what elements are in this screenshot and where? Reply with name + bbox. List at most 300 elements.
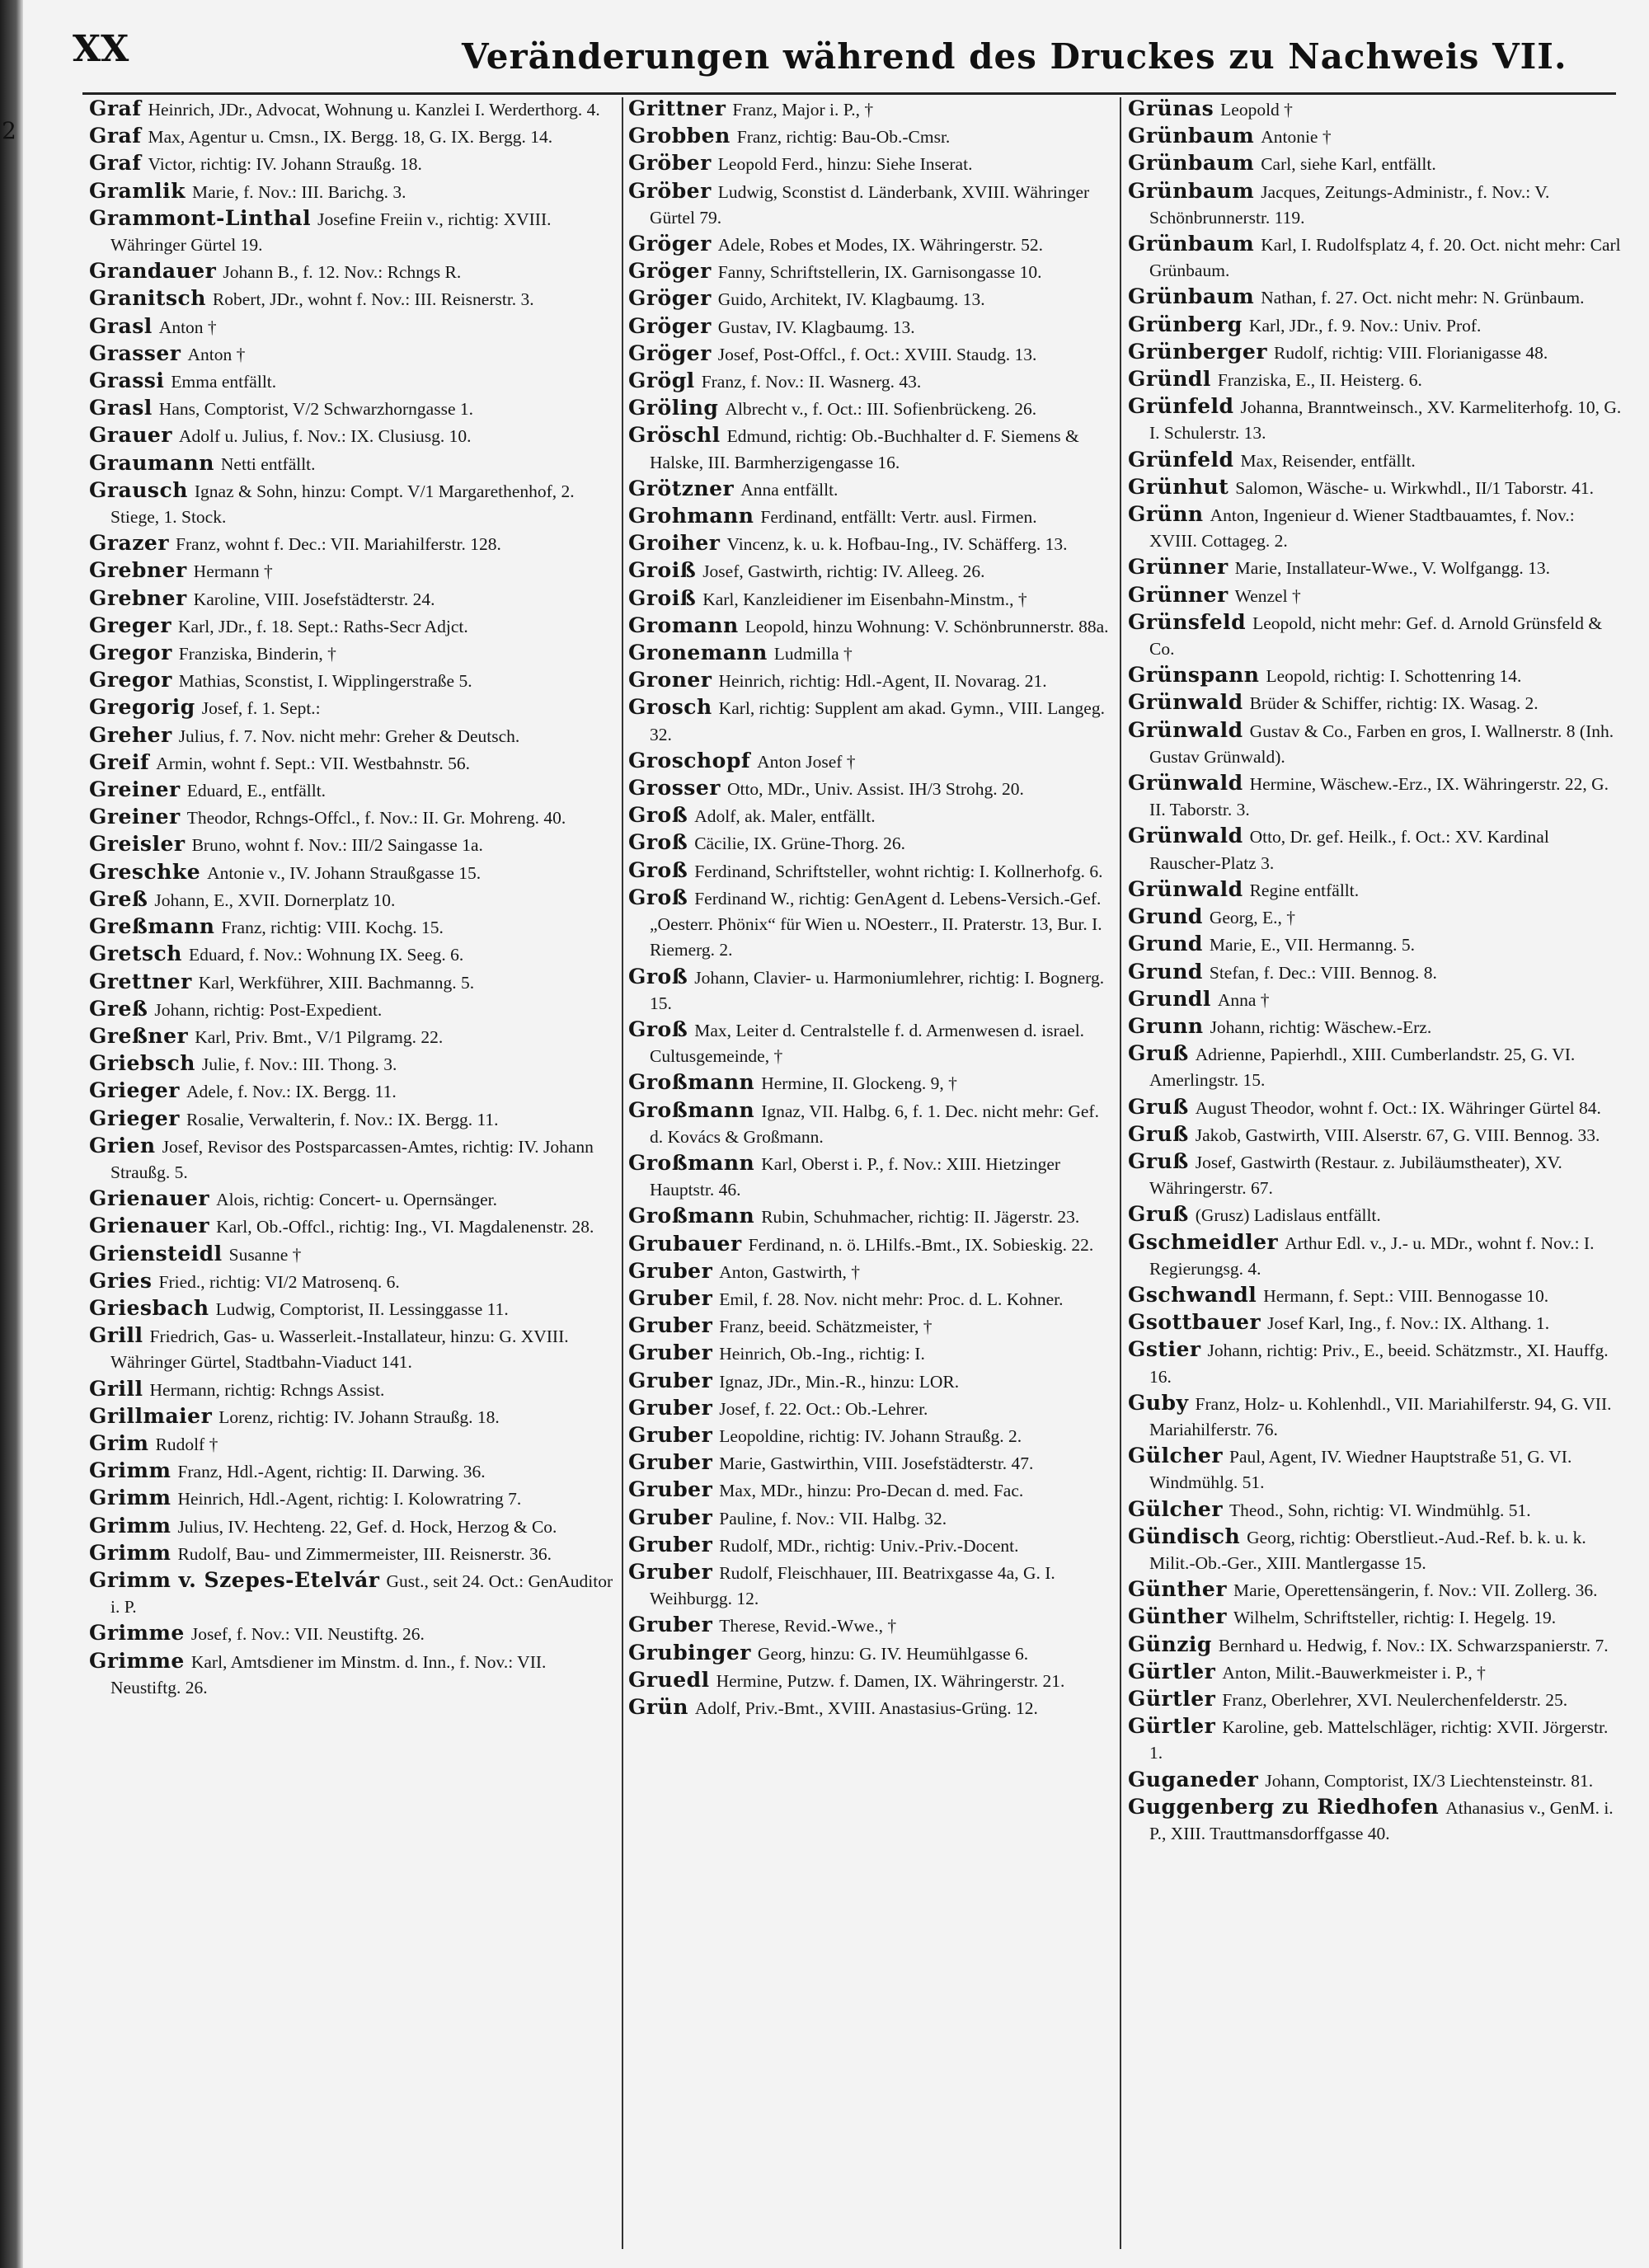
entry-details: Karl, Ob.-Offcl., richtig: Ing., VI. Magdalenenstr. 28. xyxy=(216,1217,594,1237)
entry-details: Victor, richtig: IV. Johann Straußg. 18. xyxy=(148,154,422,175)
directory-entry xyxy=(1128,1201,1623,1228)
entry-surname: Gröschl xyxy=(628,423,721,448)
directory-entry xyxy=(89,205,617,258)
entry-surname: Gregor xyxy=(89,641,172,665)
entry-details: Ferdinand, n. ö. LHilfs.-Bmt., IX. Sobieskig. 22. xyxy=(748,1234,1094,1255)
entry-surname: Gschwandl xyxy=(1128,1282,1257,1307)
directory-entry xyxy=(628,1285,1115,1312)
directory-entry xyxy=(628,1069,1115,1096)
entry-details: Wenzel † xyxy=(1234,585,1301,606)
entry-details: Rosalie, Verwalterin, f. Nov.: IX. Bergg. 11. xyxy=(186,1109,499,1129)
entry-details: Leopoldine, richtig: IV. Johann Straußg. 2. xyxy=(719,1425,1022,1446)
entry-surname: Gruß xyxy=(1128,1094,1189,1119)
entry-details: Rudolf, richtig: VIII. Florianigasse 48. xyxy=(1274,342,1548,363)
directory-entry xyxy=(89,941,617,968)
entry-surname: Greif xyxy=(89,749,150,774)
entry-details: Alois, richtig: Concert- u. Opernsänger. xyxy=(216,1190,497,1210)
entry-details: Robert, JDr., wohnt f. Nov.: III. Reisnerstr. 3. xyxy=(212,289,534,310)
entry-surname: Gregor xyxy=(89,668,172,693)
entry-details: Otto, Dr. gef. Heilk., f. Oct.: XV. Kardinal Rauscher-Platz 3. xyxy=(1149,827,1549,873)
entry-details: Johann, E., XVII. Dornerplatz 10. xyxy=(154,890,396,910)
entry-surname: Gröger xyxy=(628,286,712,311)
directory-entry xyxy=(1128,150,1623,177)
entry-surname: Grimm xyxy=(89,1513,171,1538)
directory-entry xyxy=(628,1368,1115,1395)
entry-surname: Grünwald xyxy=(1128,771,1243,796)
directory-entry xyxy=(1128,1121,1623,1148)
entry-surname: Grauer xyxy=(89,423,172,448)
entry-surname: Gruber xyxy=(628,1258,713,1283)
entry-surname: Grobben xyxy=(628,124,731,148)
entry-surname: Greßmann xyxy=(89,914,215,939)
directory-entry xyxy=(628,885,1115,964)
entry-details: Johanna, Branntweinsch., XV. Karmeliterhofg. 10, G. I. Schulerstr. 13. xyxy=(1149,397,1622,444)
entry-surname: Günther xyxy=(1128,1604,1228,1629)
entry-surname: Gruber xyxy=(628,1477,713,1502)
directory-entry xyxy=(1128,1336,1623,1389)
entry-details: Mathias, Sconstist, I. Wipplingerstraße 5. xyxy=(178,671,472,692)
entry-details: Adolf, ak. Maler, entfällt. xyxy=(694,806,876,827)
directory-entry xyxy=(628,613,1115,640)
entry-surname: Guganeder xyxy=(1128,1767,1259,1791)
directory-entry xyxy=(89,749,617,777)
entry-surname: Grund xyxy=(1128,904,1203,929)
entry-details: Anton Josef † xyxy=(757,751,856,772)
entry-details: Athanasius v., GenM. i. P., XIII. Trauttmansdorffgasse 40. xyxy=(1149,1797,1614,1843)
directory-entry xyxy=(1128,1632,1623,1659)
entry-surname: Grünner xyxy=(1128,582,1229,607)
entry-details: Ludwig, Comptorist, II. Lessinggasse 11. xyxy=(215,1298,509,1319)
directory-entry xyxy=(1128,1013,1623,1040)
entry-details: Pauline, f. Nov.: VII. Halbg. 32. xyxy=(719,1508,947,1528)
entry-surname: Grebner xyxy=(89,585,187,610)
entry-surname: Gröger xyxy=(628,232,712,256)
directory-entry xyxy=(89,1540,617,1567)
directory-entry xyxy=(1128,1229,1623,1282)
entry-surname: Gröger xyxy=(628,340,712,365)
directory-entry xyxy=(628,1258,1115,1285)
entry-surname: Groschopf xyxy=(628,748,751,772)
entry-details: Max, Agentur u. Cmsn., IX. Bergg. 18, G. IX. Bergg. 14. xyxy=(148,127,553,148)
entry-details: Max, Reisender, entfällt. xyxy=(1240,450,1416,471)
directory-entry xyxy=(628,1532,1115,1559)
entry-details: Josef, Gastwirth (Restaur. z. Jubiläumstheater), XV. Währingerstr. 67. xyxy=(1149,1152,1562,1199)
entry-surname: Grittner xyxy=(628,96,726,120)
entry-surname: Griensteidl xyxy=(89,1241,223,1265)
directory-entry xyxy=(628,1477,1115,1504)
entry-surname: Grosser xyxy=(628,776,721,801)
entry-details: Otto, MDr., Univ. Assist. IH/3 Strohg. 20. xyxy=(726,779,1024,800)
directory-entry xyxy=(89,969,617,996)
entry-surname: Grunn xyxy=(1128,1013,1204,1038)
entry-surname: Groß xyxy=(628,857,688,882)
directory-entry xyxy=(1128,876,1623,904)
entry-details: Johann, richtig: Wäschew.-Erz. xyxy=(1210,1017,1432,1037)
entry-surname: Günther xyxy=(1128,1577,1228,1602)
entry-surname: Gruber xyxy=(628,1368,713,1392)
entry-surname: Grünwald xyxy=(1128,876,1243,901)
entry-surname: Gruß xyxy=(1128,1202,1189,1227)
entry-surname: Grimm xyxy=(89,1486,171,1510)
directory-entry xyxy=(628,422,1115,475)
entry-surname: Gruß xyxy=(1128,1121,1189,1146)
entry-details: Heinrich, JDr., Advocat, Wohnung u. Kanzlei I. Werderthorg. 4. xyxy=(148,100,600,120)
entry-surname: Groß xyxy=(628,803,688,828)
entry-details: Ferdinand W., richtig: GenAgent d. Lebens-Versich.-Gef. „Oesterr. Phönix“ für Wien u. NOesterr., II. Praterstr. 13, Bur. I. Riemerg. 2. xyxy=(650,888,1102,960)
directory-entry xyxy=(1128,554,1623,581)
directory-entry xyxy=(89,913,617,941)
entry-surname: Günzig xyxy=(1128,1632,1212,1656)
entry-surname: Grettner xyxy=(89,969,192,993)
entry-details: Franz, Oberlehrer, XVI. Neulerchenfelderstr. 25. xyxy=(1222,1689,1568,1710)
entry-surname: Grünhut xyxy=(1128,474,1229,499)
entry-details: (Grusz) Ladislaus entfällt. xyxy=(1195,1205,1381,1226)
entry-details: Heinrich, richtig: Hdl.-Agent, II. Novarag. 21. xyxy=(718,671,1047,692)
directory-entry xyxy=(89,1376,617,1403)
entry-details: Leopold † xyxy=(1220,100,1293,120)
entry-surname: Gregorig xyxy=(89,695,195,720)
entry-details: Georg, E., † xyxy=(1209,908,1295,928)
directory-entry xyxy=(89,1458,617,1485)
entry-details: Ignaz & Sohn, hinzu: Compt. V/1 Margarethenhof, 2. Stiege, 1. Stock. xyxy=(110,481,575,528)
entry-surname: Großmann xyxy=(628,1070,755,1095)
directory-entry xyxy=(89,1648,617,1701)
entry-surname: Guggenberg zu Riedhofen xyxy=(1128,1794,1440,1819)
entry-details: Leopold, hinzu Wohnung: V. Schönbrunnerstr. 88a. xyxy=(745,616,1109,636)
entry-surname: Greschke xyxy=(89,859,201,884)
directory-entry xyxy=(628,1612,1115,1639)
entry-surname: Greßner xyxy=(89,1023,189,1048)
entry-details: Josef, f. 22. Oct.: Ob.-Lehrer. xyxy=(719,1398,928,1419)
directory-entry xyxy=(628,313,1115,340)
directory-entry xyxy=(89,422,617,449)
directory-entry xyxy=(628,1395,1115,1422)
directory-entry xyxy=(1128,717,1623,770)
entry-details: Marie, Installateur-Wwe., V. Wolfgangg. 13. xyxy=(1234,558,1551,579)
entry-surname: Grimm xyxy=(89,1458,171,1483)
directory-entry xyxy=(89,1078,617,1105)
entry-details: Josef, f. 1. Sept.: xyxy=(201,698,321,719)
entry-details: Karl, Priv. Bmt., V/1 Pilgramg. 22. xyxy=(195,1026,444,1047)
entry-surname: Grund xyxy=(1128,959,1203,984)
directory-entry xyxy=(89,1322,617,1375)
directory-entry xyxy=(628,1694,1115,1721)
directory-entry xyxy=(628,258,1115,285)
directory-entry xyxy=(628,1231,1115,1258)
directory-entry xyxy=(1128,1604,1623,1631)
entry-surname: Grien xyxy=(89,1133,156,1157)
entry-surname: Groiß xyxy=(628,585,697,610)
entry-surname: Großmann xyxy=(628,1204,755,1228)
margin-number: 2 xyxy=(2,117,16,144)
directory-entry xyxy=(628,802,1115,829)
entry-surname: Gürtler xyxy=(1128,1714,1216,1739)
entry-details: Karl, Kanzleidiener im Eisenbahn-Minstm., † xyxy=(702,589,1027,609)
entry-surname: Grögl xyxy=(628,369,695,393)
entry-surname: Grienauer xyxy=(89,1186,210,1211)
directory-entry xyxy=(1128,1659,1623,1686)
directory-entry xyxy=(628,231,1115,258)
entry-details: Franz, beeid. Schätzmeister, † xyxy=(719,1317,933,1337)
directory-entry xyxy=(1128,931,1623,958)
entry-details: Edmund, richtig: Ob.-Buchhalter d. F. Siemens & Halske, III. Barmherzigengasse 16. xyxy=(650,426,1079,472)
entry-details: Theod., Sohn, richtig: VI. Windmühlg. 51. xyxy=(1229,1500,1531,1520)
entry-surname: Grünner xyxy=(1128,555,1229,580)
entry-details: Franz, richtig: Bau-Ob.-Cmsr. xyxy=(736,127,951,148)
entry-details: Adele, Robes et Modes, IX. Währingerstr. 52. xyxy=(717,235,1044,256)
entry-details: Emil, f. 28. Nov. nicht mehr: Proc. d. L. Kohner. xyxy=(719,1289,1064,1309)
entry-surname: Grünberger xyxy=(1128,339,1267,364)
entry-details: Antonie v., IV. Johann Straußgasse 15. xyxy=(207,862,482,883)
entry-details: Marie, f. Nov.: III. Barichg. 3. xyxy=(192,181,406,202)
directory-entry xyxy=(89,1430,617,1458)
entry-details: Leopold Ferd., hinzu: Siehe Inserat. xyxy=(717,154,973,175)
directory-entry xyxy=(89,613,617,640)
entry-surname: Grillmaier xyxy=(89,1403,213,1428)
entry-surname: Gruber xyxy=(628,1450,713,1475)
entry-details: August Theodor, wohnt f. Oct.: IX. Währinger Gürtel 84. xyxy=(1195,1097,1601,1118)
directory-entry xyxy=(89,722,617,749)
directory-entry xyxy=(89,530,617,557)
entry-details: Johann B., f. 12. Nov.: Rchngs R. xyxy=(223,262,462,283)
entry-details: Arthur Edl. v., J.- u. MDr., wohnt f. Nov.: I. Regierungsg. 4. xyxy=(1149,1233,1595,1279)
directory-column-2 xyxy=(628,96,1115,2256)
entry-surname: Greisler xyxy=(89,832,186,857)
page-title: Veränderungen während des Druckes zu Nachweis VII. xyxy=(462,36,1567,77)
directory-entry xyxy=(89,1295,617,1322)
directory-entry xyxy=(89,1186,617,1213)
directory-entry xyxy=(89,395,617,422)
entry-surname: Greiner xyxy=(89,777,181,802)
entry-details: Bruno, wohnt f. Nov.: III/2 Saingasse 1a. xyxy=(191,835,483,856)
entry-details: Stefan, f. Dec.: VIII. Bennog. 8. xyxy=(1209,962,1437,983)
entry-surname: Gruber xyxy=(628,1613,713,1637)
directory-entry xyxy=(628,123,1115,150)
entry-details: Ludwig, Sconstist d. Länderbank, XVIII. Währinger Gürtel 79. xyxy=(650,181,1090,228)
directory-entry xyxy=(628,1559,1115,1612)
directory-entry xyxy=(628,964,1115,1017)
entry-details: Adrienne, Papierhdl., XIII. Cumberlandstr. 25, G. VI. Amerlingstr. 15. xyxy=(1149,1045,1576,1091)
directory-entry xyxy=(628,829,1115,857)
entry-surname: Groß xyxy=(628,964,688,988)
entry-surname: Gruber xyxy=(628,1505,713,1529)
entry-surname: Graf xyxy=(89,151,142,176)
entry-details: Heinrich, Ob.-Ing., richtig: I. xyxy=(719,1344,925,1364)
entry-surname: Grim xyxy=(89,1430,149,1455)
entry-details: Rudolf, Fleischhauer, III. Beatrixgasse 4a, G. I. Weihburgg. 12. xyxy=(650,1562,1055,1609)
entry-details: Heinrich, Hdl.-Agent, richtig: I. Kolowratring 7. xyxy=(177,1489,522,1510)
directory-entry xyxy=(628,694,1115,747)
directory-entry xyxy=(1128,339,1623,366)
directory-entry xyxy=(1128,501,1623,554)
directory-entry xyxy=(628,667,1115,694)
entry-surname: Groß xyxy=(628,830,688,855)
page-number: XX xyxy=(73,28,129,70)
directory-entry xyxy=(89,996,617,1023)
directory-entry xyxy=(628,1097,1115,1150)
entry-surname: Grebner xyxy=(89,558,187,583)
entry-details: Eduard, E., entfällt. xyxy=(186,781,327,801)
entry-details: Susanne † xyxy=(228,1244,302,1265)
directory-entry xyxy=(1128,474,1623,501)
entry-details: Hermann, f. Sept.: VIII. Bennogasse 10. xyxy=(1263,1285,1549,1306)
entry-surname: Grandauer xyxy=(89,259,217,284)
entry-details: Brüder & Schiffer, richtig: IX. Wasag. 2. xyxy=(1249,693,1539,714)
entry-details: Gustav, IV. Klagbaumg. 13. xyxy=(717,317,915,337)
entry-surname: Griesbach xyxy=(89,1295,209,1320)
directory-entry xyxy=(1128,178,1623,231)
entry-surname: Gruber xyxy=(628,1559,713,1584)
entry-details: Leopold, richtig: I. Schottenring 14. xyxy=(1266,666,1522,687)
directory-entry xyxy=(1128,1309,1623,1336)
entry-surname: Gürtler xyxy=(1128,1659,1216,1683)
directory-entry xyxy=(1128,284,1623,311)
directory-entry xyxy=(89,285,617,312)
directory-entry xyxy=(89,557,617,585)
directory-entry xyxy=(1128,609,1623,662)
entry-details: Anton, Ingenieur d. Wiener Stadtbauamtes, f. Nov.: XVIII. Cottageg. 2. xyxy=(1149,505,1575,552)
entry-surname: Greß xyxy=(89,996,148,1021)
entry-surname: Grünspann xyxy=(1128,663,1260,688)
entry-surname: Gries xyxy=(89,1268,153,1293)
directory-column-3 xyxy=(1128,96,1623,2256)
directory-entry xyxy=(1128,1524,1623,1576)
entry-details: Josef, f. Nov.: VII. Neustiftg. 26. xyxy=(190,1624,425,1645)
entry-details: Josefine Freiin v., richtig: XVIII. Währinger Gürtel 19. xyxy=(110,209,552,256)
directory-entry xyxy=(1128,823,1623,876)
entry-surname: Gruber xyxy=(628,1341,713,1365)
entry-details: Marie, Gastwirthin, VIII. Josefstädterstr. 47. xyxy=(719,1453,1034,1474)
entry-details: Marie, Operettensängerin, f. Nov.: VII. Zollerg. 36. xyxy=(1233,1580,1598,1601)
entry-surname: Gruß xyxy=(1128,1148,1189,1173)
entry-surname: Greß xyxy=(89,886,148,911)
entry-details: Franz, f. Nov.: II. Wasnerg. 43. xyxy=(701,372,922,392)
entry-surname: Grohmann xyxy=(628,504,754,528)
directory-entry xyxy=(89,178,617,205)
directory-entry xyxy=(89,1050,617,1078)
directory-entry xyxy=(628,96,1115,123)
entry-details: Karl, Werkführer, XIII. Bachmanng. 5. xyxy=(198,972,475,993)
directory-entry xyxy=(1128,123,1623,150)
directory-entry xyxy=(628,150,1115,177)
directory-entry xyxy=(89,258,617,285)
directory-entry xyxy=(89,1133,617,1186)
entry-surname: Grünbaum xyxy=(1128,178,1255,203)
entry-details: Josef, Post-Offcl., f. Oct.: XVIII. Staudg. 13. xyxy=(717,344,1037,364)
entry-details: Jakob, Gastwirth, VIII. Alserstr. 67, G. VIII. Bennog. 33. xyxy=(1195,1125,1600,1145)
directory-entry xyxy=(628,178,1115,231)
entry-surname: Graumann xyxy=(89,450,214,475)
directory-entry xyxy=(628,1203,1115,1230)
directory-entry xyxy=(628,557,1115,585)
entry-details: Gust., seit 24. Oct.: GenAuditor i. P. xyxy=(110,1571,613,1618)
entry-details: Bernhard u. Hedwig, f. Nov.: IX. Schwarzspanierstr. 7. xyxy=(1218,1635,1609,1655)
entry-details: Josef Karl, Ing., f. Nov.: IX. Althang. 1. xyxy=(1267,1313,1550,1334)
entry-surname: Grazer xyxy=(89,531,169,556)
entry-details: Julius, IV. Hechteng. 22, Gef. d. Hock, Herzog & Co. xyxy=(177,1516,557,1537)
directory-entry xyxy=(1128,96,1623,123)
directory-entry xyxy=(628,1667,1115,1694)
directory-entry xyxy=(628,1340,1115,1367)
entry-surname: Greger xyxy=(89,613,171,637)
entry-surname: Grötzner xyxy=(628,476,735,500)
entry-details: Armin, wohnt f. Sept.: VII. Westbahnstr. 56. xyxy=(156,753,471,773)
entry-surname: Grünberg xyxy=(1128,312,1243,336)
entry-surname: Grasl xyxy=(89,313,153,338)
entry-surname: Groiher xyxy=(628,531,721,556)
entry-details: Karl, richtig: Supplent am akad. Gymn., VIII. Langeg. 32. xyxy=(650,698,1105,744)
entry-details: Julie, f. Nov.: III. Thong. 3. xyxy=(201,1054,397,1075)
directory-entry xyxy=(1128,1576,1623,1604)
directory-entry xyxy=(1128,1713,1623,1766)
entry-details: Georg, hinzu: G. IV. Heumühlgasse 6. xyxy=(757,1643,1029,1664)
directory-entry xyxy=(628,476,1115,503)
entry-surname: Grubauer xyxy=(628,1231,742,1256)
entry-surname: Gruber xyxy=(628,1422,713,1447)
entry-surname: Grausch xyxy=(89,477,188,502)
directory-entry xyxy=(628,1422,1115,1449)
entry-details: Regine entfällt. xyxy=(1249,880,1360,900)
entry-details: Anton † xyxy=(187,344,246,364)
directory-entry xyxy=(89,96,617,123)
directory-entry xyxy=(1128,447,1623,474)
entry-details: Leopold, nicht mehr: Gef. d. Arnold Grünsfeld & Co. xyxy=(1149,613,1603,660)
entry-surname: Grieger xyxy=(89,1078,180,1103)
entry-surname: Gruß xyxy=(1128,1041,1189,1066)
directory-entry xyxy=(1128,393,1623,446)
entry-details: Vincenz, k. u. k. Hofbau-Ing., IV. Schäfferg. 13. xyxy=(726,534,1068,555)
entry-details: Gustav & Co., Farben en gros, I. Wallnerstr. 8 (Inh. Gustav Grünwald). xyxy=(1149,721,1614,767)
entry-details: Theodor, Rchngs-Offcl., f. Nov.: II. Gr. Mohreng. 40. xyxy=(186,808,566,829)
entry-details: Karl, JDr., f. 9. Nov.: Univ. Prof. xyxy=(1248,315,1482,336)
directory-column-1 xyxy=(89,96,617,2256)
entry-details: Karl, Oberst i. P., f. Nov.: XIII. Hietzinger Hauptstr. 46. xyxy=(650,1153,1061,1200)
directory-entry xyxy=(89,1485,617,1512)
directory-entry xyxy=(89,1620,617,1647)
entry-details: Rudolf, Bau- und Zimmermeister, III. Reisnerstr. 36. xyxy=(177,1543,552,1564)
entry-surname: Grünfeld xyxy=(1128,447,1234,472)
entry-details: Ferdinand, entfällt: Vertr. ausl. Firmen. xyxy=(760,507,1037,528)
entry-surname: Grünwald xyxy=(1128,717,1243,742)
entry-details: Karl, Amtsdiener im Minstm. d. Inn., f. Nov.: VII. Neustiftg. 26. xyxy=(110,1651,547,1697)
directory-entry xyxy=(1128,662,1623,689)
entry-details: Johann, richtig: Post-Expedient. xyxy=(154,999,383,1020)
directory-entry xyxy=(1128,1282,1623,1309)
entry-surname: Grasl xyxy=(89,396,153,420)
directory-entry xyxy=(628,857,1115,885)
directory-entry xyxy=(1128,689,1623,716)
directory-entry xyxy=(628,1505,1115,1532)
directory-entry xyxy=(89,1023,617,1050)
entry-details: Salomon, Wäsche- u. Wirkwhdl., II/1 Taborstr. 41. xyxy=(1235,477,1595,498)
entry-details: Emma entfällt. xyxy=(171,372,277,392)
entry-surname: Grasser xyxy=(89,340,181,365)
directory-entry xyxy=(89,477,617,530)
entry-details: Anton, Gastwirth, † xyxy=(719,1261,861,1282)
entry-surname: Greher xyxy=(89,722,172,747)
entry-surname: Gruber xyxy=(628,1532,713,1557)
entry-surname: Gülcher xyxy=(1128,1496,1223,1521)
entry-surname: Grimme xyxy=(89,1648,185,1673)
entry-details: Julius, f. 7. Nov. nicht mehr: Greher & Deutsch. xyxy=(178,725,520,746)
directory-entry xyxy=(89,368,617,395)
entry-details: Antonie † xyxy=(1261,127,1332,148)
directory-entry xyxy=(89,831,617,858)
entry-details: Guido, Architekt, IV. Klagbaumg. 13. xyxy=(717,289,985,310)
entry-surname: Großmann xyxy=(628,1097,755,1122)
directory-entry xyxy=(1128,1390,1623,1443)
entry-surname: Graf xyxy=(89,124,142,148)
